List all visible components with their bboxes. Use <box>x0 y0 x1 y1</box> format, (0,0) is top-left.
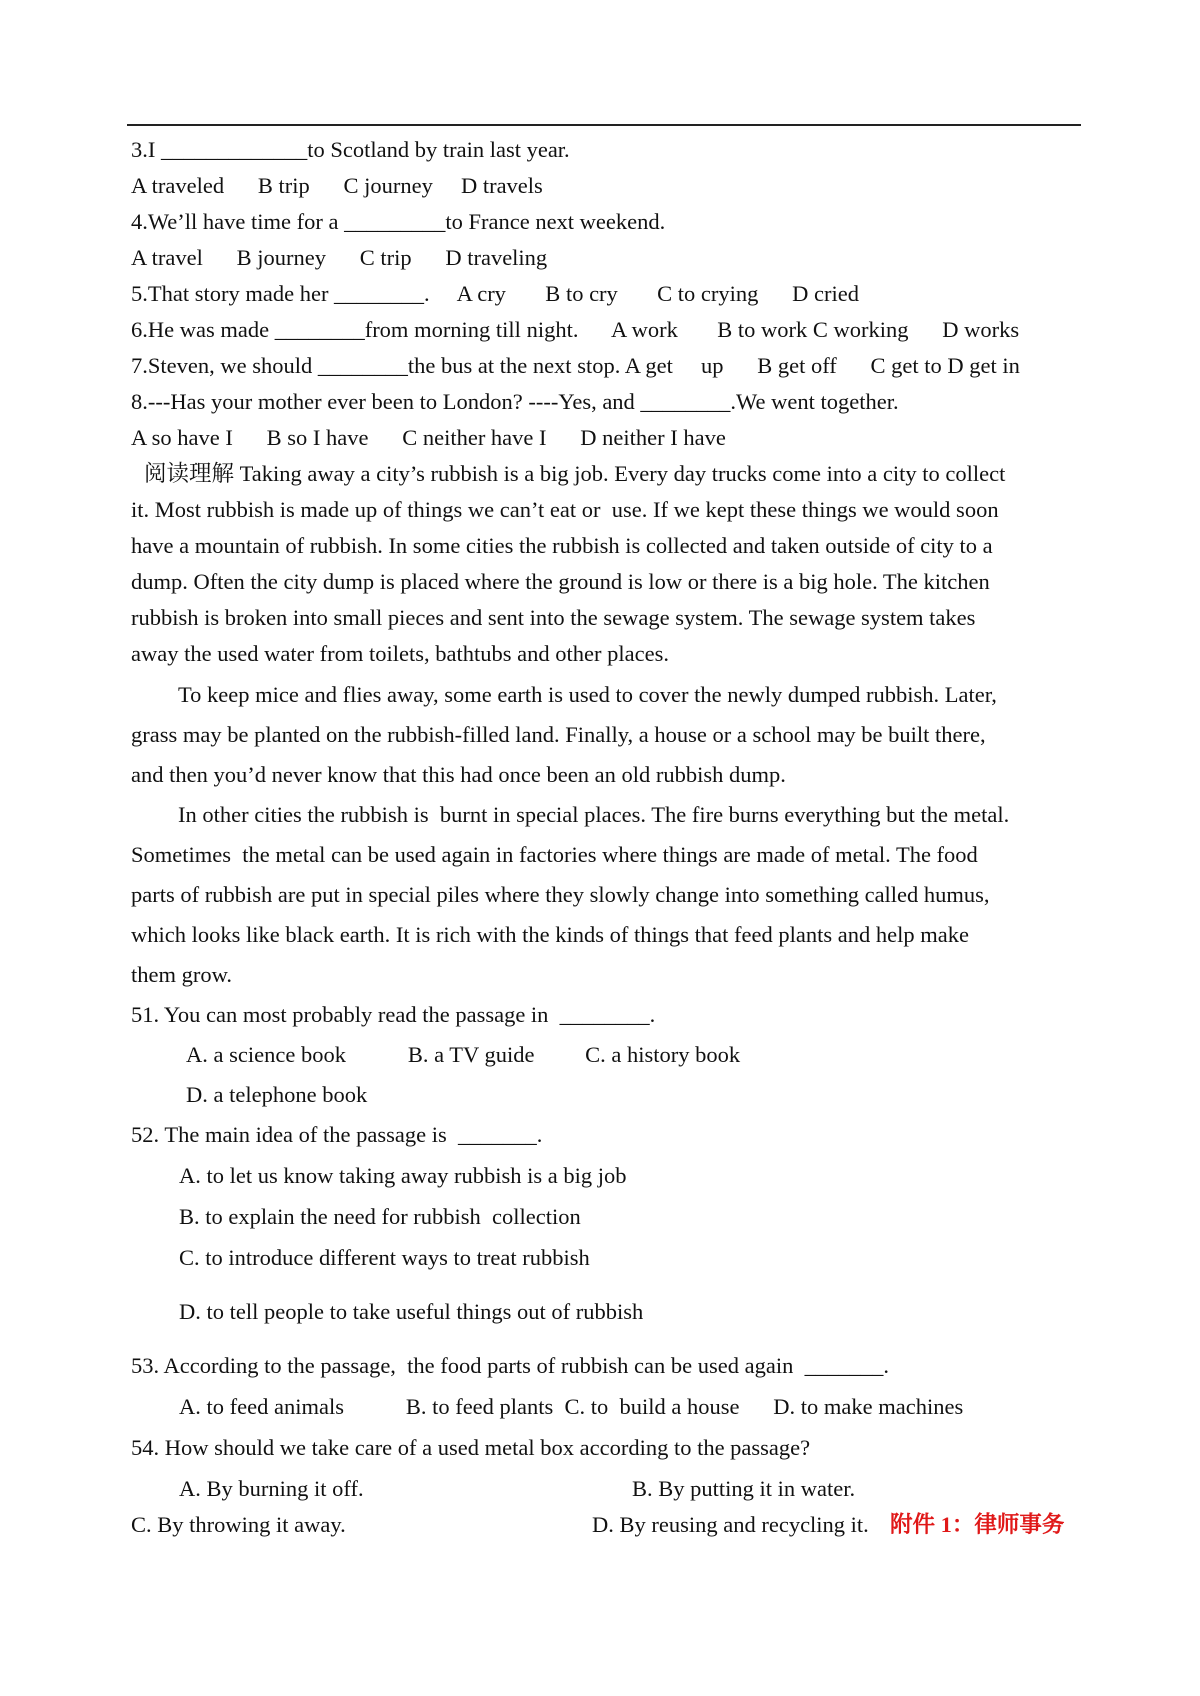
passage-line: dump. Often the city dump is placed where the ground is low or there is a big hole. The kitchen <box>131 569 990 594</box>
passage-line: have a mountain of rubbish. In some cities the rubbish is collected and taken outside of city to a <box>131 533 993 558</box>
question-7: 7.Steven, we should ________the bus at the next stop. A get up B get off C get to D get in <box>131 353 1020 378</box>
passage-line: it. Most rubbish is made up of things we can’t eat or use. If we kept these things we would soon <box>131 497 999 522</box>
question-52-option-b: B. to explain the need for rubbish collection <box>179 1204 581 1229</box>
question-8-options: A so have I B so I have C neither have I D neither I have <box>131 425 726 450</box>
passage-line: parts of rubbish are put in special piles where they slowly change into something called humus, <box>131 882 990 907</box>
header-rule <box>127 124 1081 126</box>
question-51: 51. You can most probably read the passage in ________. <box>131 1002 656 1027</box>
question-53-options: A. to feed animals B. to feed plants C. to build a house D. to make machines <box>179 1394 964 1419</box>
passage-line: 阅读理解 Taking away a city’s rubbish is a big job. Every day trucks come into a city to collect <box>144 461 1006 486</box>
question-54-option-c: C. By throwing it away. <box>131 1512 346 1537</box>
passage-line: them grow. <box>131 962 233 987</box>
question-53: 53. According to the passage, the food parts of rubbish can be used again _______. <box>131 1353 889 1378</box>
passage-line: rubbish is broken into small pieces and sent into the sewage system. The sewage system takes <box>131 605 976 630</box>
passage-line: Sometimes the metal can be used again in factories where things are made of metal. The food <box>131 842 978 867</box>
passage-line: To keep mice and flies away, some earth is used to cover the newly dumped rubbish. Later, <box>178 682 997 707</box>
question-4: 4.We’ll have time for a _________to France next weekend. <box>131 209 666 234</box>
question-6: 6.He was made ________from morning till night. A work B to work C working D works <box>131 317 1020 342</box>
question-52: 52. The main idea of the passage is _______. <box>131 1122 543 1147</box>
passage-line: grass may be planted on the rubbish-filled land. Finally, a house or a school may be built there, <box>131 722 986 747</box>
question-51-option-d: D. a telephone book <box>186 1082 368 1107</box>
passage-line: In other cities the rubbish is burnt in special places. The fire burns everything but the metal. <box>178 802 1010 827</box>
question-54-option-a: A. By burning it off. <box>179 1476 364 1501</box>
question-52-option-d: D. to tell people to take useful things out of rubbish <box>179 1299 644 1324</box>
attachment-note: 附件 1：律师事务 <box>890 1512 1065 1537</box>
question-51-options: A. a science book B. a TV guide C. a history book <box>186 1042 741 1067</box>
question-4-options: A travel B journey C trip D traveling <box>131 245 548 270</box>
question-5: 5.That story made her ________. A cry B to cry C to crying D cried <box>131 281 859 306</box>
question-3: 3.I _____________to Scotland by train last year. <box>131 137 570 162</box>
question-3-options: A traveled B trip C journey D travels <box>131 173 543 198</box>
question-54-option-b: B. By putting it in water. <box>632 1476 856 1501</box>
question-54: 54. How should we take care of a used metal box according to the passage? <box>131 1435 811 1460</box>
question-8: 8.---Has your mother ever been to London? ----Yes, and ________.We went together. <box>131 389 899 414</box>
passage-line: away the used water from toilets, bathtubs and other places. <box>131 641 669 666</box>
passage-line: and then you’d never know that this had once been an old rubbish dump. <box>131 762 786 787</box>
passage-line: which looks like black earth. It is rich with the kinds of things that feed plants and help make <box>131 922 969 947</box>
question-54-option-d: D. By reusing and recycling it. <box>592 1512 869 1537</box>
question-52-option-a: A. to let us know taking away rubbish is a big job <box>179 1163 627 1188</box>
question-52-option-c: C. to introduce different ways to treat rubbish <box>179 1245 590 1270</box>
